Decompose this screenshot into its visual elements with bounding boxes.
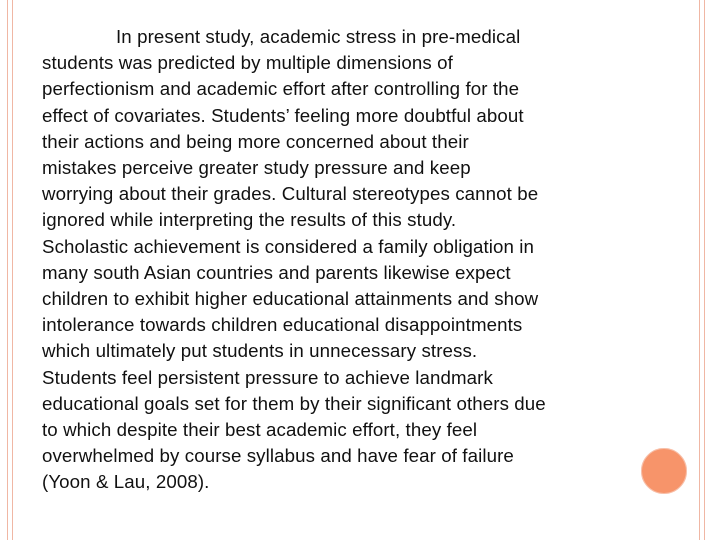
left-frame-line-inner [12, 0, 13, 540]
text-line: educational goals set for them by their significant others due [42, 392, 546, 414]
text-line: many south Asian countries and parents likewise expect [42, 261, 511, 283]
text-line: intolerance towards children educational disappointments [42, 314, 523, 336]
text-line: mistakes perceive greater study pressure and keep [42, 157, 471, 179]
text-line: ignored while interpreting the results of this study. [42, 209, 457, 231]
text-line: (Yoon & Lau, 2008). [42, 471, 210, 493]
text-line: Scholastic achievement is considered a family obligation in [42, 235, 535, 257]
right-frame-line-outer [699, 0, 700, 540]
text-line: Students feel persistent pressure to achieve landmark [42, 366, 493, 388]
body-text [42, 24, 642, 496]
text-line: children to exhibit higher educational attainments and show [42, 288, 539, 310]
text-line: students was predicted by multiple dimensions of [42, 52, 453, 74]
text-line: perfectionism and academic effort after controlling for the [42, 78, 520, 100]
text-line: worrying about their grades. Cultural stereotypes cannot be [42, 183, 539, 205]
left-frame-line-outer [7, 0, 8, 540]
right-frame-line-inner [704, 0, 705, 540]
text-line: to which despite their best academic effort, they feel [42, 419, 478, 441]
text-line: In present study, academic stress in pre-medical [116, 26, 521, 47]
text-line: their actions and being more concerned about their [42, 130, 469, 152]
text-line: effect of covariates. Students’ feeling more doubtful about [42, 104, 524, 126]
decorative-circle [640, 447, 688, 495]
text-line: which ultimately put students in unnecessary stress. [42, 340, 478, 362]
text-line: overwhelmed by course syllabus and have fear of failure [42, 445, 514, 467]
